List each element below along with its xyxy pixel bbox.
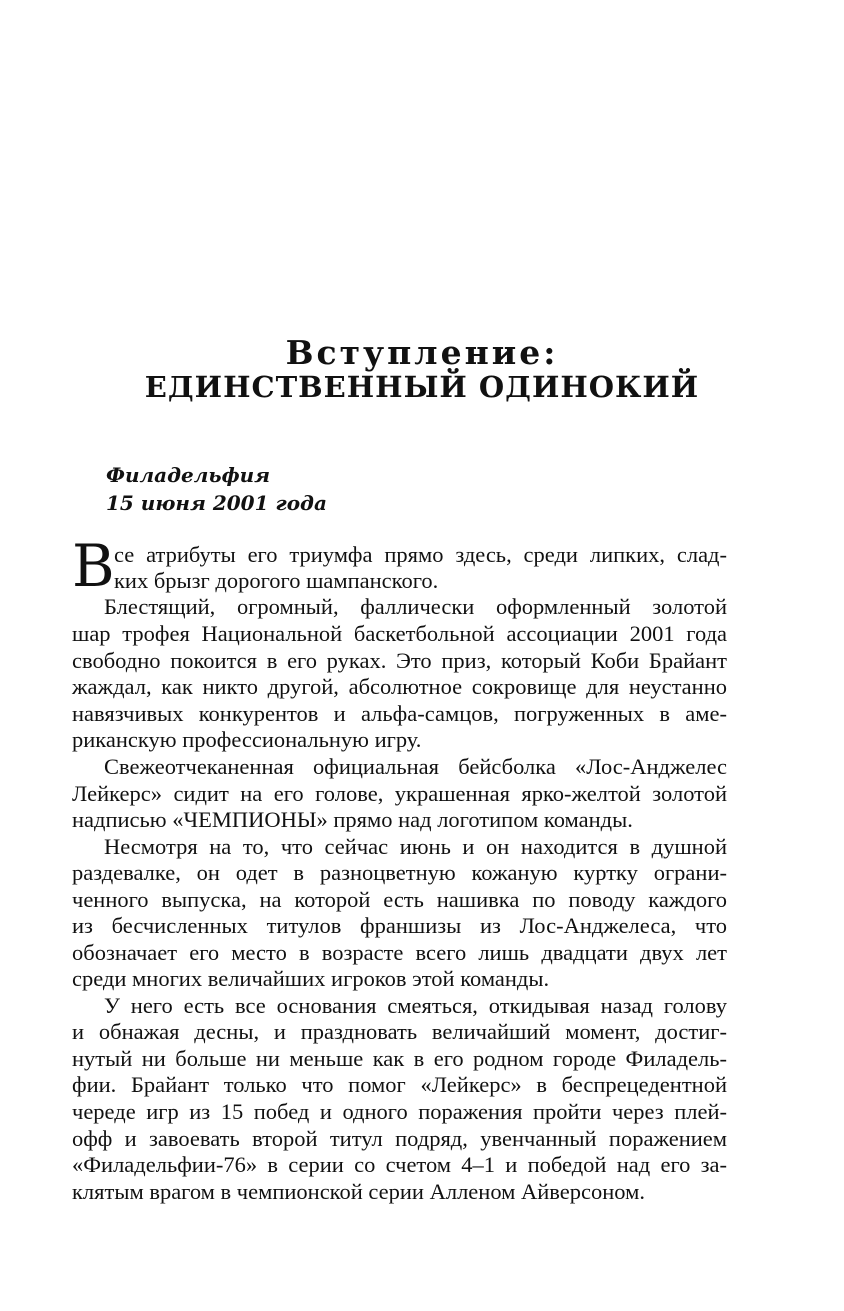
body-line-4: шар трофея Национальной баскетбольной ассоциации 2001 года [72, 621, 727, 646]
body-line-22: череде игр из 15 побед и одного поражения пройти через плей- [72, 1099, 727, 1124]
body-line-11: надписью «ЧЕМПИОНЫ» прямо над логотипом команды. [72, 807, 633, 832]
body-line-20: нутый ни больше ни меньше как в его родном городе Филадель- [72, 1046, 727, 1071]
body-line-16: обозначает его место в возрасте всего лишь двадцати двух лет [72, 940, 727, 965]
body-line-7: навязчивых конкурентов и альфа-самцов, погруженных в аме- [72, 701, 727, 726]
body-line-13: раздевалке, он одет в разноцветную кожаную куртку ограни- [72, 860, 727, 885]
body-line-19: и обнажая десны, и праздновать величайший момент, достиг- [72, 1019, 727, 1044]
body-line-14: ченного выпуска, на которой есть нашивка по поводу каждого [72, 887, 727, 912]
body-line-15: из бесчисленных титулов франшизы из Лос-Анджелеса, что [72, 913, 727, 938]
body-line-12: Несмотря на то, что сейчас июнь и он находится в душной [104, 834, 727, 859]
body-line-23: офф и завоевать второй титул подряд, увенчанный поражением [72, 1126, 727, 1151]
body-line-25: клятым врагом в чемпионской серии Алленом Айверсоном. [72, 1179, 645, 1204]
body-line-6: жаждал, как никто другой, абсолютное сокровище для неустанно [72, 674, 727, 699]
body-line-21: фии. Брайант только что помог «Лейкерс» в беспрецедентной [72, 1072, 727, 1097]
dateline-date: 15 июня 2001 года [106, 491, 327, 515]
body-line-17: среди многих величайших игроков этой команды. [72, 966, 550, 991]
body-line-9: Свежеотчеканенная официальная бейсболка «Лос-Анджелес [104, 754, 727, 779]
chapter-title-line-2: ЕДИНСТВЕННЫЙ ОДИНОКИЙ [144, 370, 700, 404]
body-line-18: У него есть все основания смеяться, откидывая назад голову [104, 993, 727, 1018]
body-line-10: Лейкерс» сидит на его голове, украшенная ярко-желтой золотой [72, 781, 727, 806]
body-line-8: риканскую профессиональную игру. [72, 727, 422, 752]
drop-cap: В [72, 532, 115, 600]
dateline-city: Филадельфия [106, 463, 271, 487]
body-line-1: се атрибуты его триумфа прямо здесь, среди липких, слад- [114, 542, 727, 567]
body-line-5: свободно покоится в его руках. Это приз, который Коби Брайант [72, 648, 727, 673]
body-line-24: «Филадельфии-76» в серии со счетом 4–1 и победой над его за- [72, 1152, 727, 1177]
body-line-2: ких брызг дорогого шампанского. [114, 568, 439, 593]
chapter-title-line-1: Вступление: [285, 333, 559, 372]
body-line-3: Блестящий, огромный, фаллически оформленный золотой [104, 594, 727, 619]
